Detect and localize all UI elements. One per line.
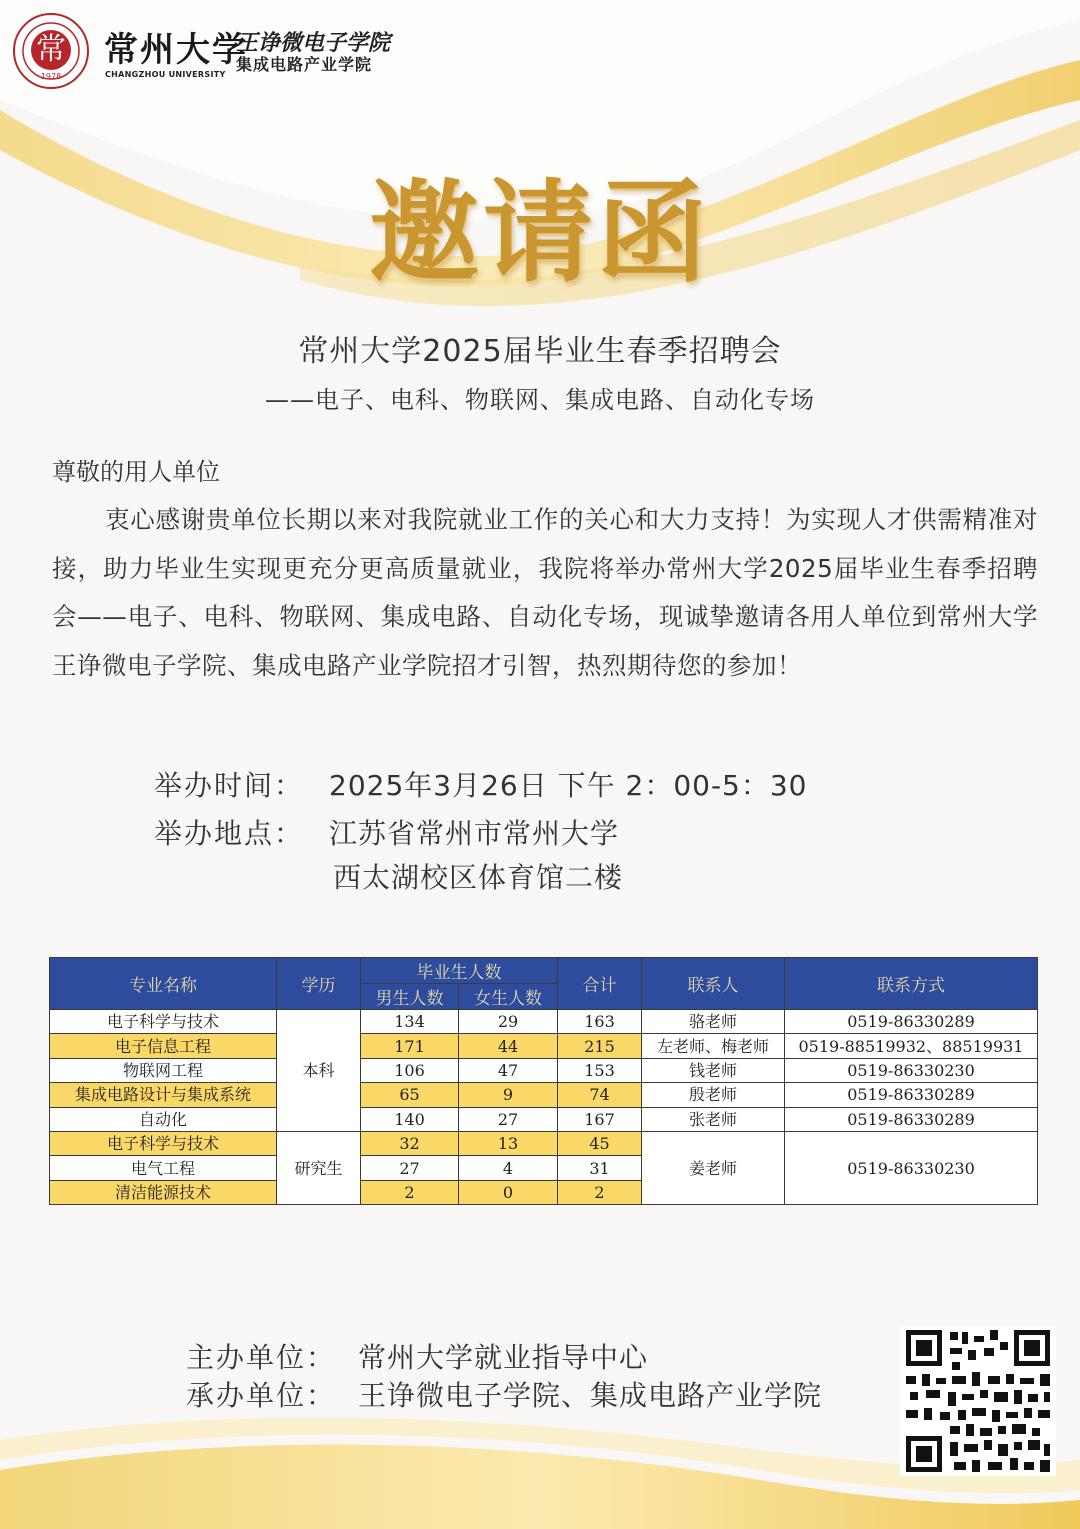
- cell-total: 45: [558, 1131, 642, 1155]
- cell-female: 27: [459, 1107, 558, 1131]
- seal-char: 常: [36, 32, 66, 67]
- cell-female: 0: [459, 1180, 558, 1204]
- header-major: 专业名称: [50, 958, 277, 1010]
- table-row: [50, 1058, 1038, 1082]
- table-row: [50, 1010, 1038, 1034]
- cell-major: 电子科学与技术: [50, 1131, 277, 1155]
- cell-total: 31: [558, 1156, 642, 1180]
- cell-major: 电气工程: [50, 1156, 277, 1180]
- cell-phone: 0519-88519932、88519931: [785, 1034, 1038, 1058]
- event-place-label: 举办地点：: [154, 817, 305, 850]
- cell-phone: 0519-86330289: [785, 1083, 1038, 1107]
- table-row: [50, 1131, 1038, 1155]
- cell-female: 13: [459, 1131, 558, 1155]
- host-label: 主办单位：: [186, 1341, 337, 1374]
- cell-male: 106: [361, 1058, 459, 1082]
- event-time-value: 2025年3月26日 下午 2：00-5：30: [329, 769, 808, 802]
- event-time-row: [154, 764, 808, 804]
- cell-total: 2: [558, 1180, 642, 1204]
- cell-major: 物联网工程: [50, 1058, 277, 1082]
- table-row: [50, 1034, 1038, 1058]
- cell-contact: 左老师、梅老师: [642, 1034, 785, 1058]
- cell-major: 集成电路设计与集成系统: [50, 1083, 277, 1107]
- cell-total: 215: [558, 1034, 642, 1058]
- cell-male: 2: [361, 1180, 459, 1204]
- cell-phone: 0519-86330289: [785, 1107, 1038, 1131]
- cell-male: 171: [361, 1034, 459, 1058]
- header-contact: 联系人: [642, 958, 785, 1010]
- cell-contact: 殷老师: [642, 1083, 785, 1107]
- cell-major: 电子信息工程: [50, 1034, 277, 1058]
- host-row: [186, 1336, 648, 1376]
- cell-degree-grad: 研究生: [277, 1131, 361, 1204]
- header-phone: 联系方式: [785, 958, 1038, 1010]
- cell-male: 32: [361, 1131, 459, 1155]
- event-place-value: 江苏省常州市常州大学: [329, 817, 620, 850]
- cell-degree-undergrad: 本科: [277, 1010, 361, 1132]
- cell-grad-contact: 姜老师: [642, 1131, 785, 1204]
- cell-phone: 0519-86330230: [785, 1058, 1038, 1082]
- cell-phone: 0519-86330289: [785, 1010, 1038, 1034]
- cell-male: 65: [361, 1083, 459, 1107]
- event-time-label: 举办时间：: [154, 769, 305, 802]
- seal-year: 1978: [40, 72, 62, 81]
- cell-female: 9: [459, 1083, 558, 1107]
- university-name: 常州大学: [104, 30, 248, 70]
- cell-male: 27: [361, 1156, 459, 1180]
- graduate-table: [49, 957, 1038, 1205]
- event-place-value-line2: 西太湖校区体育馆二楼: [333, 861, 624, 894]
- cell-male: 134: [361, 1010, 459, 1034]
- invitation-body: 衷心感谢贵单位长期以来对我院就业工作的关心和大力支持！为实现人才供需精准对接，助力毕业生实现更充分更高质量就业，我院将举办常州大学2025届毕业生春季招聘会——电子、电科、物联网、集成电路、自动化专场，现诚挚邀请各用人单位到常州大学王诤微电子学院、集成电路产业学院招才引智，热烈期待您的参加！: [52, 505, 1038, 680]
- cell-major: 电子科学与技术: [50, 1010, 277, 1034]
- cell-female: 47: [459, 1058, 558, 1082]
- fair-subtitle: ——电子、电科、物联网、集成电路、自动化专场: [265, 386, 815, 414]
- cell-female: 4: [459, 1156, 558, 1180]
- header-total: 合计: [558, 958, 642, 1010]
- host-value: 常州大学就业指导中心: [358, 1341, 649, 1374]
- school-name: 王诤微电子学院: [236, 30, 391, 56]
- organizer-value: 王诤微电子学院、集成电路产业学院: [358, 1379, 823, 1412]
- cell-major: 清洁能源技术: [50, 1180, 277, 1204]
- header-male: 男生人数: [361, 984, 459, 1010]
- qr-code-icon[interactable]: [900, 1326, 1056, 1476]
- event-place-row: [154, 812, 619, 852]
- salutation: 尊敬的用人单位: [52, 458, 220, 486]
- organizer-label: 承办单位：: [186, 1379, 337, 1412]
- cell-grad-phone: 0519-86330230: [785, 1131, 1038, 1204]
- school-subname: 集成电路产业学院: [236, 55, 373, 74]
- cell-total: 163: [558, 1010, 642, 1034]
- table-row: [50, 1107, 1038, 1131]
- cell-major: 自动化: [50, 1107, 277, 1131]
- cell-contact: 张老师: [642, 1107, 785, 1131]
- cell-female: 29: [459, 1010, 558, 1034]
- cell-total: 167: [558, 1107, 642, 1131]
- header-graduates: 毕业生人数: [361, 958, 558, 984]
- cell-total: 74: [558, 1083, 642, 1107]
- cell-total: 153: [558, 1058, 642, 1082]
- header-degree: 学历: [277, 958, 361, 1010]
- header-female: 女生人数: [459, 984, 558, 1010]
- cell-contact: 骆老师: [642, 1010, 785, 1034]
- cell-contact: 钱老师: [642, 1058, 785, 1082]
- invitation-title: 邀请函: [369, 168, 711, 297]
- table-row: [50, 1083, 1038, 1107]
- fair-title: 常州大学2025届毕业生春季招聘会: [298, 334, 782, 369]
- cell-female: 44: [459, 1034, 558, 1058]
- university-name-en: CHANGZHOU UNIVERSITY: [105, 70, 226, 79]
- cell-male: 140: [361, 1107, 459, 1131]
- organizer-row: [186, 1374, 822, 1414]
